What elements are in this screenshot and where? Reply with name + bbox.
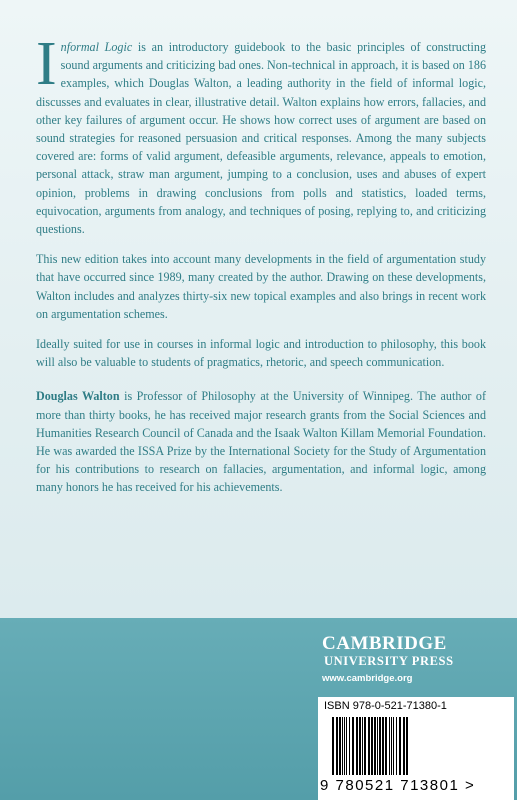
isbn-label: ISBN 978-0-521-71380-1 — [324, 700, 447, 712]
barcode-bar — [349, 717, 350, 775]
barcode-bar — [352, 717, 354, 775]
barcode-bar — [364, 717, 366, 775]
barcode-bar — [393, 717, 394, 775]
barcode-bar — [336, 717, 338, 775]
barcode-bar — [332, 717, 334, 775]
barcode-bar — [346, 717, 347, 775]
description-paragraph-1-text: is an introductory guidebook to the basic principles of constructing sound arguments and criticizing bad ones. Non-technical in approach, it is based on 186 examples, which Douglas Walton, a leading authority in the field of informal logic, discusses and evaluates in clear, illustrative detail. Walton explains how errors, fallacies, and other key failures of argument occur. He shows how correct uses of argument are based on sound strategies for reasoned persuasion and critical responses. Among the many subjects covered are: forms of valid argument, defeasible arguments, relevance, appeals to emotion, personal attack, straw man argument, jumping to a conclusion, uses and abuses of expert opinion, problems in drawing conclusions from polls and statistics, loaded terms, equivocation, arguments from analogy, and techniques of posing, replying to, and criticizing questions. — [36, 40, 486, 237]
author-bio — [36, 387, 486, 496]
description-paragraph-2: This new edition takes into account many developments in the field of argumentation study that have occurred since 1989, many created by the author. Drawing on these developments, Walton includes and analyzes thirty-six new topical examples and also brings in recent work on argumentation schemes. — [36, 252, 486, 321]
barcode-bar — [389, 717, 390, 775]
barcode-bar — [371, 717, 373, 775]
description-text — [36, 30, 487, 509]
barcode-bar — [368, 717, 370, 775]
publisher-url: www.cambridge.org — [322, 673, 413, 684]
barcode-digits: 9 780521 713801 > — [320, 777, 476, 794]
barcode-bar — [396, 717, 397, 775]
barcode-bar — [362, 717, 363, 775]
barcode-bar — [406, 717, 408, 775]
barcode-bar — [391, 717, 392, 775]
description-paragraph-1 — [36, 30, 486, 238]
barcode-bar — [399, 717, 401, 775]
barcode-bar — [359, 717, 361, 775]
drop-cap: I — [36, 30, 57, 98]
barcode-bar — [374, 717, 376, 775]
barcode-bar — [356, 717, 358, 775]
barcode-bar — [377, 717, 378, 775]
description-paragraph-3: Ideally suited for use in courses in informal logic and introduction to philosophy, this book will also be valuable to students of pragmatics, rhetoric, and speech communication. — [36, 337, 486, 370]
author-bio-text: is Professor of Philosophy at the University of Winnipeg. The author of more than thirty books, he has received major research grants from the Social Sciences and Humanities Research Council of Canada and the Isaak Walton Killam Memorial Foundation. He was awarded the ISSA Prize by the International Society for the Study of Argumentation for his contributions to research on fallacies, argumentation, and informal logic, among many honors he has received for his achievements. — [36, 389, 487, 495]
barcode-bar — [382, 717, 384, 775]
barcode-bar — [403, 717, 405, 775]
book-title-inline: nformal Logic — [60, 40, 133, 54]
barcode — [324, 717, 508, 779]
publisher-subtitle: UNIVERSITY PRESS — [324, 654, 454, 668]
barcode-panel — [318, 697, 514, 800]
publisher-name: CAMBRIDGE — [322, 633, 447, 654]
barcode-bar — [344, 717, 345, 775]
barcode-bar — [385, 717, 387, 775]
barcode-bar — [342, 717, 343, 775]
barcode-bar — [379, 717, 381, 775]
publisher-logo — [322, 634, 454, 685]
author-name: Douglas Walton — [36, 389, 120, 404]
barcode-bar — [339, 717, 341, 775]
